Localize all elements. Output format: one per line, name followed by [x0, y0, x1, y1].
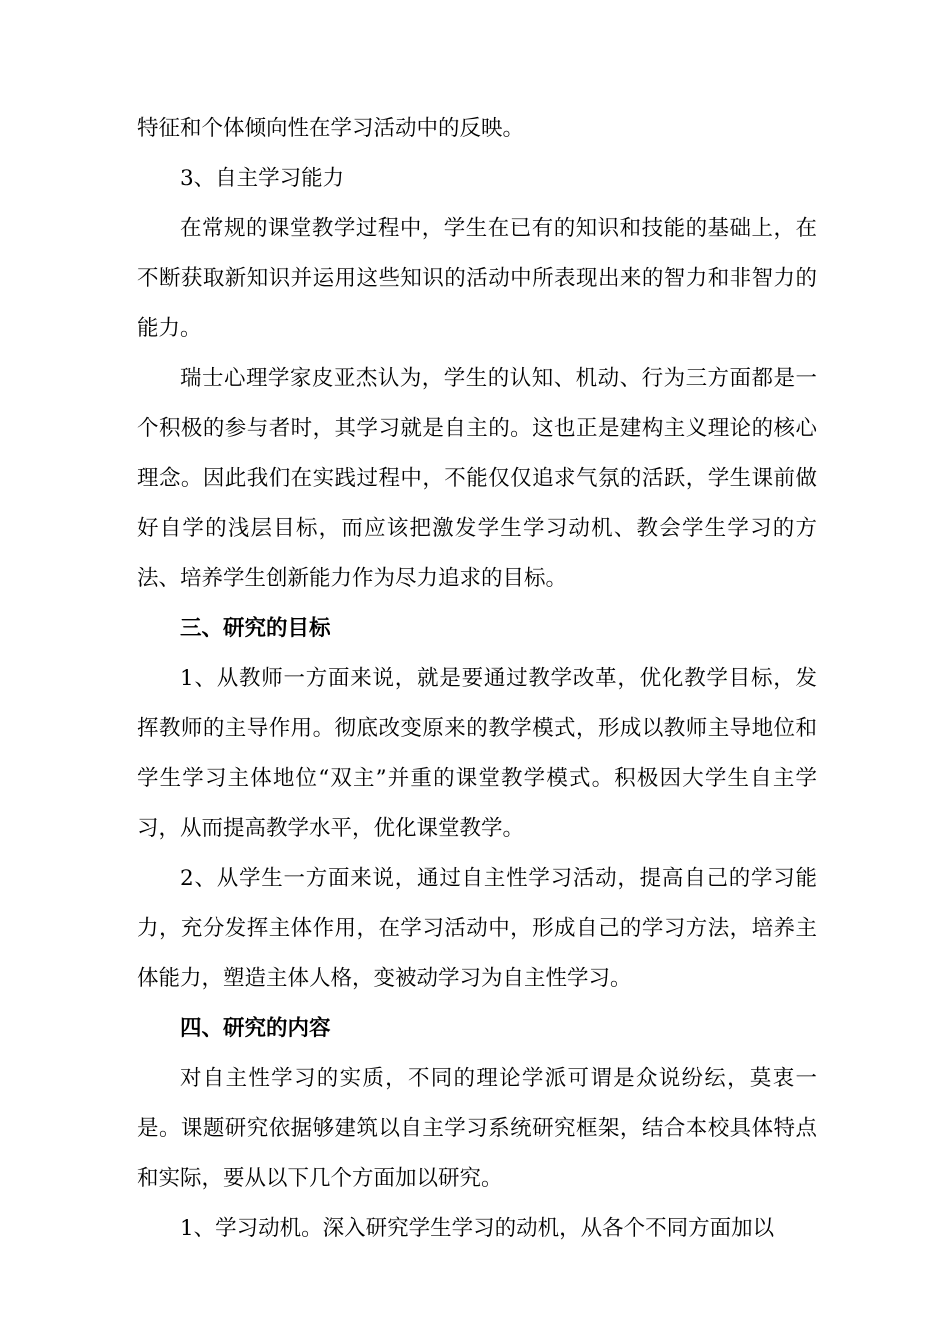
document-page — [137, 104, 817, 1254]
paragraph-research-content: 对自主性学习的实质，不同的理论学派可谓是众说纷纭，莫衷一是。课题研究依据够建筑以自主学习系统研究框架，结合本校具体特点和实际，要从以下几个方面加以研究。 — [137, 1066, 817, 1191]
subheading-self-learning-ability: 3、自主学习能力 — [180, 166, 345, 191]
paragraph-teacher-goals: 1、从教师一方面来说，就是要通过教学改革，优化教学目标，发挥教师的主导作用。彻底改变原来的教学模式，形成以教师主导地位和学生学习主体地位“双主”并重的课堂教学模式。积极因大学生自主学习，从而提高教学水平，优化课堂教学。 — [137, 666, 817, 841]
paragraph-piaget: 瑞士心理学家皮亚杰认为，学生的认知、机动、行为三方面都是一个积极的参与者时，其学习就是自主的。这也正是建构主义理论的核心理念。因此我们在实践过程中，不能仅仅追求气氛的活跃，学生课前做好自学的浅层目标，而应该把激发学生学习动机、教会学生学习的方法、培养学生创新能力作为尽力追求的目标。 — [137, 366, 817, 591]
paragraph-learning-motivation: 1、学习动机。深入研究学生学习的动机，从各个不同方面加以 — [180, 1216, 775, 1241]
paragraph-student-goals: 2、从学生一方面来说，通过自主性学习活动，提高自己的学习能力，充分发挥主体作用，在学习活动中，形成自己的学习方法，培养主体能力，塑造主体人格，变被动学习为自主性学习。 — [137, 866, 817, 991]
paragraph-continuation: 特征和个体倾向性在学习活动中的反映。 — [137, 116, 525, 141]
section-heading-research-content: 四、研究的内容 — [180, 1016, 331, 1041]
paragraph-ability-definition: 在常规的课堂教学过程中，学生在已有的知识和技能的基础上，在不断获取新知识并运用这些知识的活动中所表现出来的智力和非智力的能力。 — [137, 216, 817, 341]
section-heading-research-goals: 三、研究的目标 — [180, 616, 331, 641]
